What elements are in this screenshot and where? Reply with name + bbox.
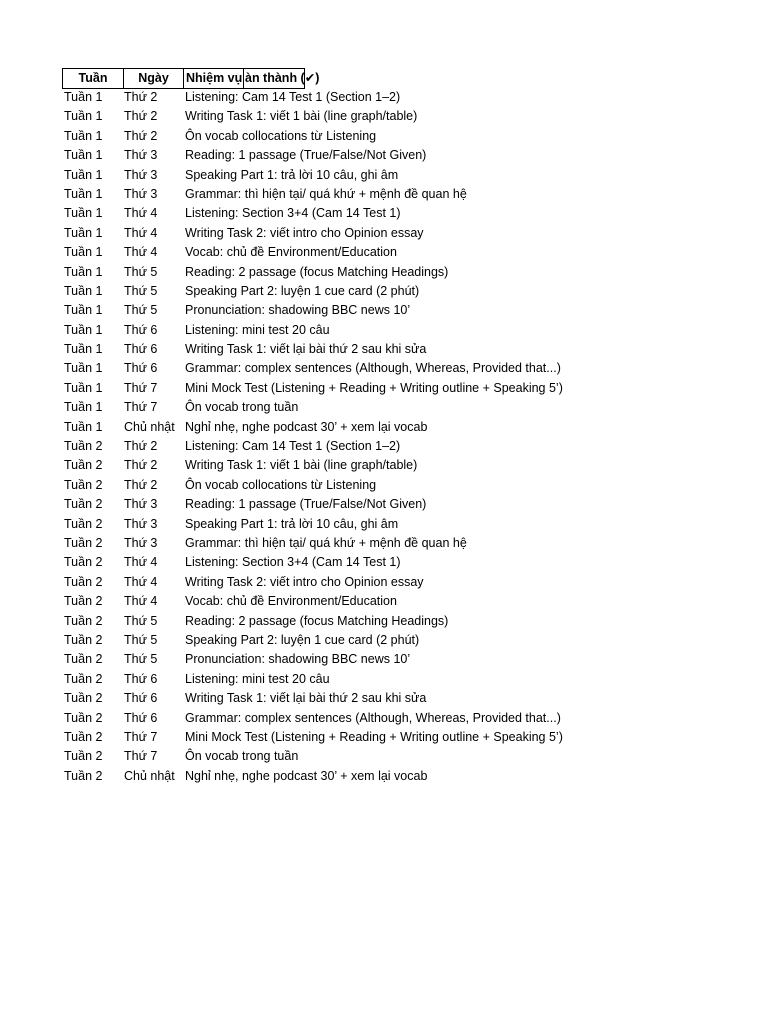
cell-week: Tuần 1	[64, 128, 103, 143]
cell-day: Thứ 4	[124, 206, 158, 221]
header-week: Tuần	[62, 68, 124, 89]
cell-week: Tuần 1	[64, 148, 103, 163]
cell-day: Thứ 5	[124, 613, 158, 628]
cell-task: Vocab: chủ đề Environment/Education	[185, 594, 397, 609]
cell-week: Tuần 1	[64, 400, 103, 415]
cell-week: Tuần 1	[64, 303, 103, 318]
cell-day: Thứ 5	[124, 652, 158, 667]
cell-task: Listening: mini test 20 câu	[185, 671, 330, 686]
cell-task: Pronunciation: shadowing BBC news 10’	[185, 303, 411, 318]
cell-day: Thứ 7	[124, 729, 158, 744]
cell-week: Tuần 1	[64, 361, 103, 376]
cell-task: Listening: Section 3+4 (Cam 14 Test 1)	[185, 206, 401, 221]
cell-task: Ôn vocab trong tuần	[185, 749, 299, 764]
cell-week: Tuần 2	[64, 749, 103, 764]
cell-day: Chủ nhật	[124, 419, 175, 434]
cell-task: Grammar: complex sentences (Although, Whereas, Provided that...)	[185, 710, 561, 725]
cell-day: Thứ 4	[124, 594, 158, 609]
cell-task: Speaking Part 1: trả lời 10 câu, ghi âm	[185, 167, 399, 182]
cell-week: Tuần 1	[64, 419, 103, 434]
cell-week: Tuần 1	[64, 380, 103, 395]
cell-day: Thứ 6	[124, 710, 158, 725]
cell-task: Writing Task 2: viết intro cho Opinion essay	[185, 574, 424, 589]
cell-day: Thứ 6	[124, 342, 158, 357]
cell-task: Grammar: complex sentences (Although, Whereas, Provided that...)	[185, 361, 561, 376]
cell-day: Thứ 2	[124, 128, 158, 143]
cell-task: Reading: 2 passage (focus Matching Headings)	[185, 264, 449, 279]
cell-task: Speaking Part 1: trả lời 10 câu, ghi âm	[185, 516, 399, 531]
cell-task: Mini Mock Test (Listening + Reading + Writing outline + Speaking 5’)	[185, 380, 563, 395]
cell-day: Chủ nhật	[124, 768, 175, 783]
cell-task: Mini Mock Test (Listening + Reading + Writing outline + Speaking 5’)	[185, 729, 563, 744]
cell-week: Tuần 1	[64, 225, 103, 240]
cell-day: Thứ 4	[124, 225, 158, 240]
cell-task: Writing Task 1: viết 1 bài (line graph/table)	[185, 458, 418, 473]
cell-day: Thứ 7	[124, 380, 158, 395]
header-task: Nhiệm vụ	[183, 68, 244, 89]
cell-week: Tuần 2	[64, 439, 103, 454]
cell-week: Tuần 2	[64, 691, 103, 706]
cell-task: Listening: Cam 14 Test 1 (Section 1–2)	[185, 439, 401, 454]
cell-day: Thứ 2	[124, 458, 158, 473]
cell-week: Tuần 2	[64, 613, 103, 628]
cell-week: Tuần 2	[64, 768, 103, 783]
cell-day: Thứ 5	[124, 632, 158, 647]
cell-task: Ôn vocab collocations từ Listening	[185, 128, 377, 143]
cell-week: Tuần 2	[64, 497, 103, 512]
cell-week: Tuần 2	[64, 729, 103, 744]
cell-day: Thứ 6	[124, 322, 158, 337]
cell-week: Tuần 2	[64, 710, 103, 725]
cell-day: Thứ 2	[124, 477, 158, 492]
cell-day: Thứ 2	[124, 439, 158, 454]
cell-week: Tuần 1	[64, 206, 103, 221]
cell-task: Writing Task 1: viết lại bài thứ 2 sau khi sửa	[185, 342, 427, 357]
cell-task: Listening: Cam 14 Test 1 (Section 1–2)	[185, 90, 401, 104]
cell-day: Thứ 2	[124, 90, 158, 104]
cell-day: Thứ 5	[124, 264, 158, 279]
cell-day: Thứ 7	[124, 749, 158, 764]
cell-day: Thứ 3	[124, 497, 158, 512]
cell-day: Thứ 7	[124, 400, 158, 415]
cell-week: Tuần 1	[64, 322, 103, 337]
cell-week: Tuần 2	[64, 477, 103, 492]
cell-week: Tuần 1	[64, 186, 103, 201]
cell-task: Nghỉ nhẹ, nghe podcast 30’ + xem lại vocab	[185, 768, 428, 783]
cell-week: Tuần 1	[64, 283, 103, 298]
cell-day: Thứ 5	[124, 303, 158, 318]
cell-week: Tuần 2	[64, 652, 103, 667]
cell-task: Pronunciation: shadowing BBC news 10’	[185, 652, 411, 667]
cell-day: Thứ 3	[124, 167, 158, 182]
cell-day: Thứ 4	[124, 555, 158, 570]
cell-day: Thứ 4	[124, 245, 158, 260]
cell-day: Thứ 2	[124, 109, 158, 124]
cell-day: Thứ 5	[124, 283, 158, 298]
cell-task: Listening: Section 3+4 (Cam 14 Test 1)	[185, 555, 401, 570]
cell-day: Thứ 4	[124, 574, 158, 589]
cell-day: Thứ 3	[124, 516, 158, 531]
cell-day: Thứ 6	[124, 361, 158, 376]
header-done: àn thành (✔)	[243, 68, 305, 89]
cell-task: Reading: 1 passage (True/False/Not Given)	[185, 148, 427, 163]
cell-day: Thứ 6	[124, 671, 158, 686]
cell-task: Nghỉ nhẹ, nghe podcast 30’ + xem lại vocab	[185, 419, 428, 434]
cell-week: Tuần 2	[64, 458, 103, 473]
cell-week: Tuần 2	[64, 574, 103, 589]
cell-week: Tuần 1	[64, 245, 103, 260]
cell-task: Reading: 2 passage (focus Matching Headings)	[185, 613, 449, 628]
cell-day: Thứ 6	[124, 691, 158, 706]
cell-week: Tuần 1	[64, 167, 103, 182]
cell-day: Thứ 3	[124, 535, 158, 550]
cell-week: Tuần 2	[64, 516, 103, 531]
cell-task: Writing Task 1: viết 1 bài (line graph/table)	[185, 109, 418, 124]
cell-task: Writing Task 2: viết intro cho Opinion essay	[185, 225, 424, 240]
cell-week: Tuần 2	[64, 671, 103, 686]
cell-task: Reading: 1 passage (True/False/Not Given)	[185, 497, 427, 512]
cell-week: Tuần 2	[64, 555, 103, 570]
cell-week: Tuần 1	[64, 264, 103, 279]
cell-task: Listening: mini test 20 câu	[185, 322, 330, 337]
cell-week: Tuần 1	[64, 109, 103, 124]
cell-week: Tuần 2	[64, 632, 103, 647]
cell-week: Tuần 1	[64, 342, 103, 357]
cell-task: Speaking Part 2: luyện 1 cue card (2 phút)	[185, 632, 420, 647]
header-day: Ngày	[123, 68, 184, 89]
cell-task: Vocab: chủ đề Environment/Education	[185, 245, 397, 260]
cell-day: Thứ 3	[124, 148, 158, 163]
cell-task: Grammar: thì hiện tại/ quá khứ + mệnh đề quan hệ	[185, 535, 467, 550]
cell-task: Speaking Part 2: luyện 1 cue card (2 phút)	[185, 283, 420, 298]
cell-task: Ôn vocab trong tuần	[185, 400, 299, 415]
cell-week: Tuần 2	[64, 535, 103, 550]
cell-task: Writing Task 1: viết lại bài thứ 2 sau khi sửa	[185, 691, 427, 706]
cell-week: Tuần 1	[64, 90, 103, 104]
cell-day: Thứ 3	[124, 186, 158, 201]
cell-task: Grammar: thì hiện tại/ quá khứ + mệnh đề quan hệ	[185, 186, 467, 201]
cell-week: Tuần 2	[64, 594, 103, 609]
cell-task: Ôn vocab collocations từ Listening	[185, 477, 377, 492]
